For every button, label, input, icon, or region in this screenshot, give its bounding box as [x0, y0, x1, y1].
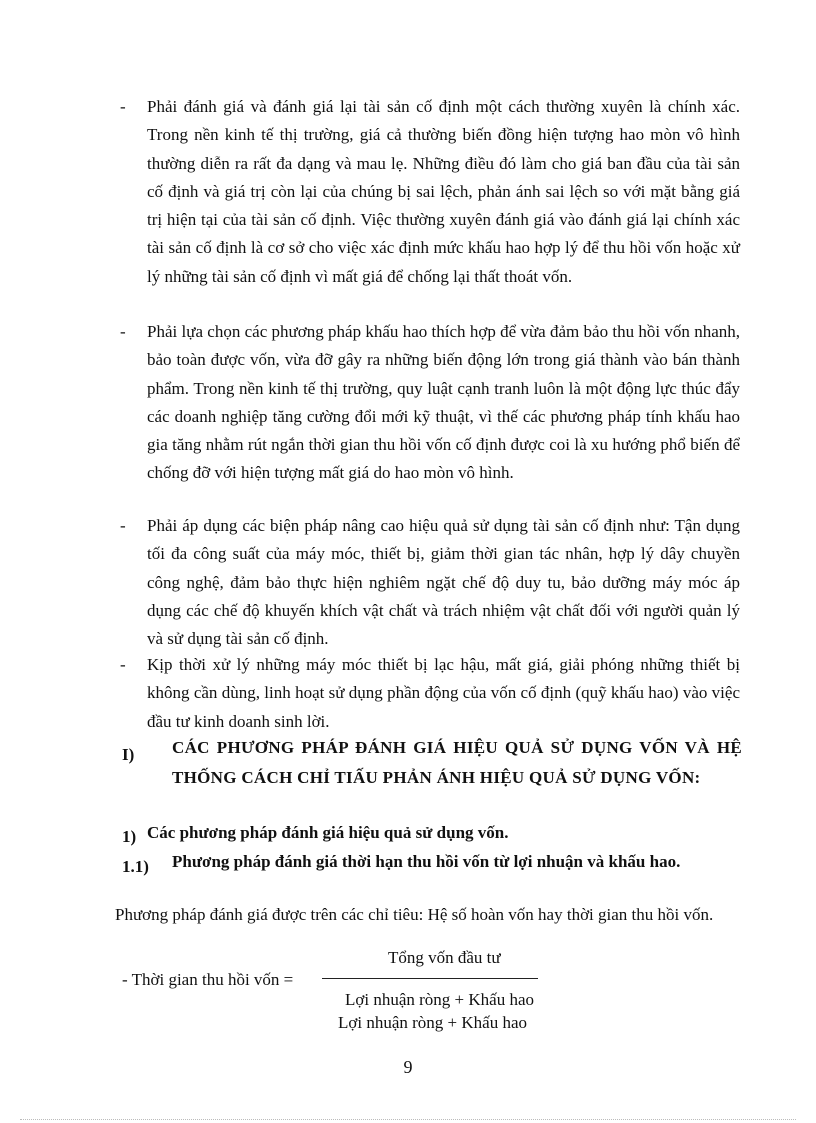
bullet-marker: -	[120, 516, 126, 535]
subsubsection-number: 1.1)	[122, 857, 149, 876]
subsection-heading: Các phương pháp đánh giá hiệu quả sử dụng vốn.	[147, 823, 509, 842]
formula-denominator: Lợi nhuận ròng + Khấu hao	[345, 990, 535, 1009]
subsubsection-heading: Phương pháp đánh giá thời hạn thu hồi vốn từ lợi nhuận và khấu hao.	[172, 852, 681, 871]
bullet-item	[120, 93, 740, 291]
bullet-marker: -	[120, 322, 126, 341]
page-number: 9	[403, 1057, 413, 1077]
formula-numerator: Tổng vốn đầu tư	[388, 948, 501, 967]
bullet-item	[120, 512, 740, 653]
bullet-item	[120, 318, 740, 488]
section-number: I)	[122, 745, 135, 764]
bullet-text: Kịp thời xử lý những máy móc thiết bị lạc hậu, mất giá, giải phóng những thiết bị không cần dùng, linh hoạt sử dụng phần động của vốn cố định (quỹ khấu hao) vào việc đầu tư kinh doanh sinh lời.	[147, 655, 740, 731]
section-heading: CÁC PHƯƠNG PHÁP ĐÁNH GIÁ HIỆU QUẢ SỬ DỤNG VỐN VÀ HỆ THỐNG CÁCH CHỈ TIẤU PHẢN ÁNH HIỆU QUẢ SỬ DỤNG VỐN:	[172, 738, 742, 787]
formula-extra-line: Lợi nhuận ròng + Khấu hao	[338, 1013, 528, 1032]
bullet-text: Phải lựa chọn các phương pháp khấu hao thích hợp để vừa đảm bảo thu hồi vốn nhanh, bảo toàn được vốn, vừa đỡ gây ra những biến động lớn trong giá thành vào bán thành phẩm. Trong nền kinh tế thị trường, quy luật cạnh tranh luôn là một động lực thúc đẩy các doanh nghiệp tăng cường đổi mới kỹ thuật, vì thế các phương pháp tính khấu hao gia tăng nhằm rút ngắn thời gian thu hồi vốn cố định được coi là xu hướng phổ biến để chống đỡ với hiện tượng mất giá do hao mòn vô hình.	[147, 322, 740, 483]
bullet-text: Phải đánh giá và đánh giá lại tài sản cố định một cách thường xuyên là chính xác. Trong nền kinh tế thị trường, giá cả thường biến đồng hiện tượng hao mòn vô hình thường diễn ra rất đa dạng và mau lẹ. Những điều đó làm cho giá ban đầu của tài sản cố định và giá trị còn lại của chúng bị sai lệch, phản ánh sai lệch so với mặt bằng giá trị hiện tại của tài sản cố định. Việc thường xuyên đánh giá vào đánh giá lại chính xác tài sản cố định là cơ sở cho việc xác định mức khấu hao hợp lý để thu hồi vốn hoặc xử lý những tài sản cố định vì mất giá để chống lại thất thoát vốn.	[147, 97, 740, 286]
fraction-line	[322, 978, 538, 979]
bullet-item	[120, 651, 740, 736]
bullet-marker: -	[120, 97, 126, 116]
formula-label: - Thời gian thu hồi vốn =	[122, 970, 294, 989]
subsection-number: 1)	[122, 827, 137, 846]
intro-paragraph: Phương pháp đánh giá được trên các chỉ tiêu: Hệ số hoàn vốn hay thời gian thu hồi vốn.	[115, 905, 714, 924]
bullet-text: Phải áp dụng các biện pháp nâng cao hiệu quả sử dụng tài sản cố định như: Tận dụng tối đa công suất của máy móc, thiết bị, giảm thời gian tác nhân, hợp lý dây chuyền công nghệ, đảm bảo thực hiện nghiêm ngặt chế độ duy tu, bảo dưỡng máy móc áp dụng các chế độ khuyến khích vật chất và trách nhiệm vật chất đối với người quản lý và sử dụng tài sản cố định.	[147, 516, 740, 649]
footer-divider	[20, 1119, 796, 1120]
bullet-marker: -	[120, 655, 126, 674]
